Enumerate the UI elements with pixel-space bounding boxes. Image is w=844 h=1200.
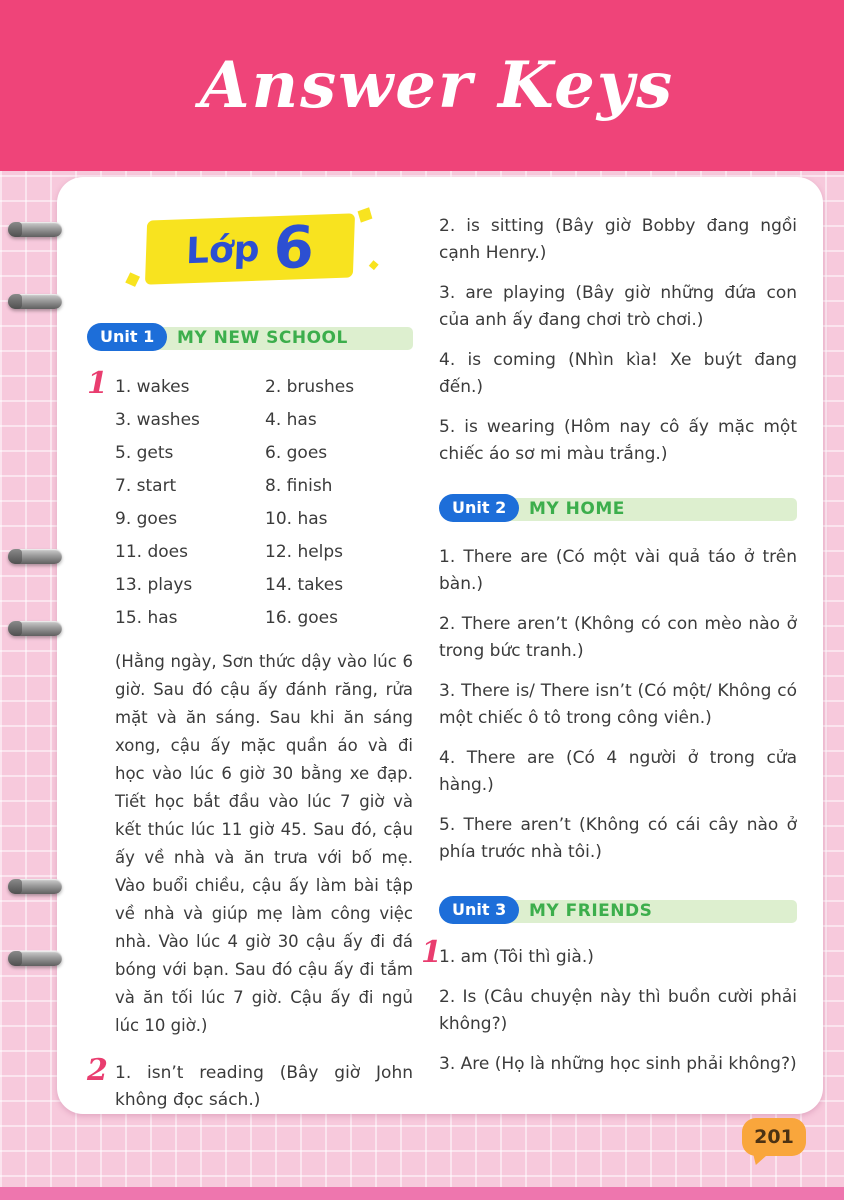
- answer-item: 1. isn’t reading (Bây giờ John không đọc sách.): [115, 1063, 413, 1110]
- unit-3-title: MY FRIENDS: [529, 901, 653, 921]
- unit-3-exercise-mark: 1: [421, 935, 442, 970]
- unit-2-title: MY HOME: [529, 499, 625, 519]
- binder-ring: [8, 549, 62, 564]
- answer-item: 15. has: [115, 608, 178, 628]
- binder-ring: [8, 222, 62, 237]
- answer-item: 14. takes: [265, 575, 344, 595]
- content-card: [57, 177, 823, 1114]
- exercise-1-answers: [115, 377, 413, 628]
- answer-item: 1. There are (Có một vài quả táo ở trên bàn.): [439, 547, 797, 594]
- answer-item: 9. goes: [115, 509, 178, 529]
- answer-item: 3. Are (Họ là những học sinh phải không?): [439, 1054, 797, 1074]
- unit-2-badge: Unit 2: [439, 494, 519, 522]
- answer-item: 6. goes: [265, 443, 328, 463]
- answer-item: 8. finish: [265, 476, 333, 496]
- answer-item: 11. does: [115, 542, 188, 562]
- binder-ring: [8, 879, 62, 894]
- answer-item: 2. Is (Câu chuyện này thì buồn cười phải không?): [439, 987, 797, 1034]
- answer-item: 7. start: [115, 476, 177, 496]
- answer-item: 2. is sitting (Bây giờ Bobby đang ngồi cạnh Henry.): [439, 216, 797, 263]
- answer-item: 5. gets: [115, 443, 174, 463]
- answer-item: 12. helps: [265, 542, 344, 562]
- page-number-badge: [742, 1118, 806, 1156]
- answer-item: 4. is coming (Nhìn kìa! Xe buýt đang đến.): [439, 350, 797, 397]
- answer-item: 1. am (Tôi thì già.): [439, 947, 594, 967]
- answer-item: 3. are playing (Bây giờ những đứa con của anh ấy đang chơi trò chơi.): [439, 283, 797, 330]
- unit-1-exercise-1: [87, 366, 413, 1040]
- unit-1-badge: Unit 1: [87, 323, 167, 351]
- answer-item: 4. has: [265, 410, 317, 430]
- binder-ring: [8, 621, 62, 636]
- page-title: Answer Keys: [199, 48, 675, 123]
- answer-item: 13. plays: [115, 575, 193, 595]
- unit-3-header: [439, 896, 797, 926]
- unit-1-title: MY NEW SCHOOL: [177, 328, 348, 348]
- answer-item: 16. goes: [265, 608, 338, 628]
- footer-strip: [0, 1187, 844, 1200]
- grade-badge: [145, 213, 355, 284]
- answer-item: 10. has: [265, 509, 328, 529]
- header-banner: [0, 0, 844, 171]
- translation-paragraph: (Hằng ngày, Sơn thức dậy vào lúc 6 giờ. Sau đó cậu ấy đánh răng, rửa mặt và ăn sáng. Sau khi ăn sáng xong, cậu ấy mặc quần áo và đi học vào lúc 6 giờ 30 bằng xe đạp. Tiết học bắt đầu vào lúc 7 giờ và kết thúc lúc 11 giờ 45. Sau đó, cậu ấy về nhà và ăn trưa với bố mẹ. Vào buổi chiều, cậu ấy làm bài tập về nhà và giúp mẹ làm công việc nhà. Vào lúc 4 giờ 30 cậu ấy đi đá bóng với bạn. Sau đó cậu ấy đi tắm và ăn tối lúc 7 giờ. Cậu ấy đi ngủ lúc 10 giờ.): [115, 652, 413, 1035]
- answer-item: 2. There aren’t (Không có con mèo nào ở trong bức tranh.): [439, 614, 797, 661]
- answer-item: 3. There is/ There isn’t (Có một/ Không có một chiếc ô tô trong công viên.): [439, 681, 797, 728]
- answer-item: 1. wakes: [115, 377, 190, 397]
- page-number: 201: [754, 1126, 794, 1148]
- answer-item: 4. There are (Có 4 người ở trong cửa hàng.): [439, 748, 797, 795]
- answer-item: 2. brushes: [265, 377, 355, 397]
- exercise-1-mark: 1: [87, 366, 108, 401]
- unit-3-badge: Unit 3: [439, 896, 519, 924]
- unit-1-header: [87, 323, 413, 353]
- answer-item: 5. There aren’t (Không có cái cây nào ở phía trước nhà tôi.): [439, 815, 797, 862]
- right-column: [421, 211, 797, 1104]
- unit-3-exercise: [421, 935, 797, 1078]
- answer-item: 3. washes: [115, 410, 200, 430]
- binder-ring: [8, 951, 62, 966]
- grade-label: Lớp: [185, 228, 261, 272]
- grade-number: 6: [272, 212, 316, 283]
- answer-item: 5. is wearing (Hôm nay cô ấy mặc một chiếc áo sơ mi màu trắng.): [439, 417, 797, 464]
- binder-ring: [8, 294, 62, 309]
- unit-1-exercise-2: [87, 1053, 413, 1114]
- unit-2-header: [439, 494, 797, 524]
- confetti-decoration: [369, 260, 379, 270]
- left-column: [87, 211, 413, 1110]
- exercise-2-mark: 2: [87, 1053, 108, 1088]
